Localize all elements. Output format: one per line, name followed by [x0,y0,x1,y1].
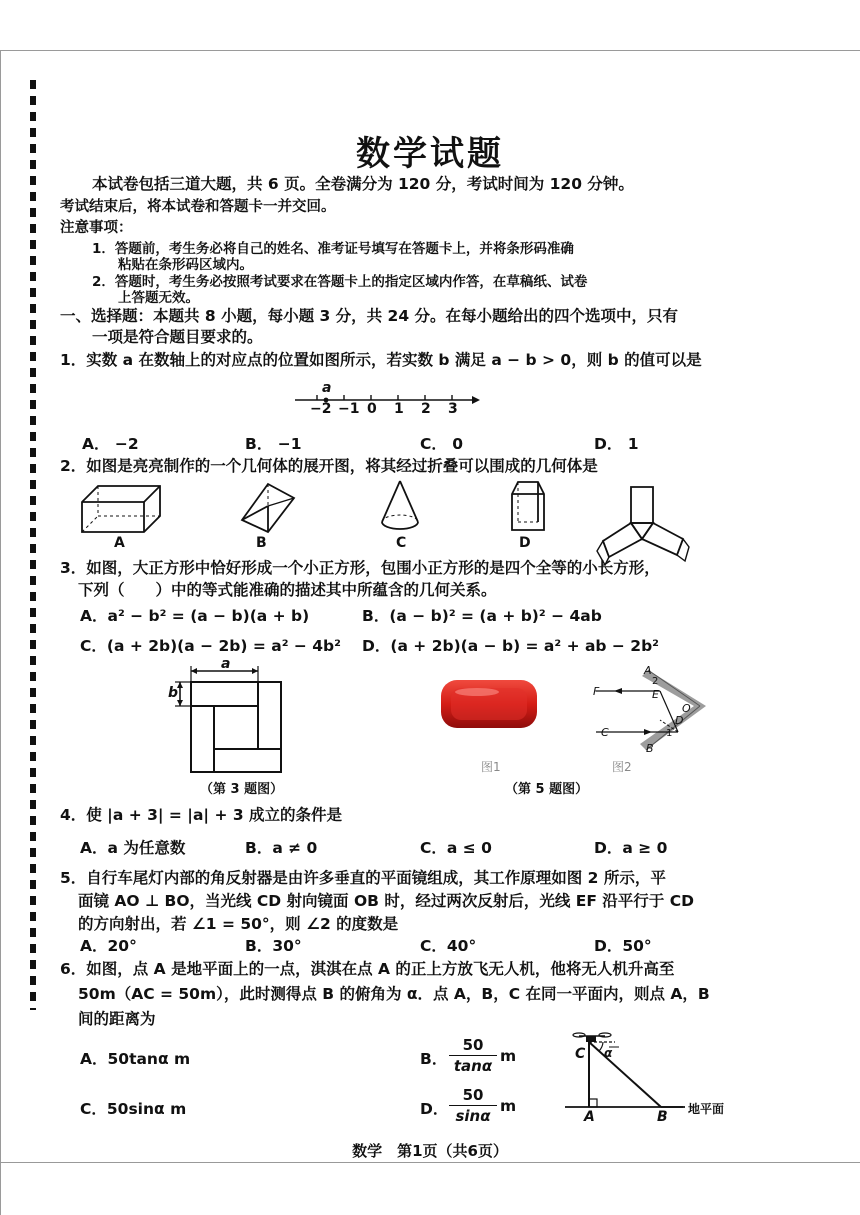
q5-line-3: 的方向射出，若 ∠1 = 50°，则 ∠2 的度数是 [78,915,399,933]
q5-option-b: B．30° [245,937,302,955]
q1-option-a: A． −2 [82,435,139,453]
q5-label-D: D [675,714,684,727]
q2-triangular-prism [238,480,298,536]
q5-label-E: E [652,688,659,701]
q1-stem: 1．实数 a 在数轴上的对应点的位置如图所示，若实数 b 满足 a − b > 0，则 b 的值可以是 [60,351,702,369]
q6-option-b-fraction [449,1036,497,1075]
q4-option-a: A．a 为任意数 [80,839,186,857]
page-left-edge [0,50,1,1215]
q5-label-F: F [593,685,600,698]
q3-stem-2: 下列（ ）中的等式能准确的描述其中所蕴含的几何关系。 [78,581,497,599]
q5-label-O: O [682,702,691,715]
q1-tick-2: 2 [421,401,431,417]
intro-line-2: 考试结束后，将本试卷和答题卡一并交回。 [60,198,336,215]
q6-option-d-unit: m [500,1097,517,1115]
binding-cut-line [30,80,36,1010]
q5-option-c: C．40° [420,937,477,955]
q6-option-c: C．50sinα m [80,1100,187,1118]
q5-caption: （第 5 题图） [505,782,589,797]
q6-label-alpha: α [604,1046,613,1060]
q3-square-figure [166,660,296,780]
section-1-heading-cont: 一项是符合题目要求的。 [92,328,263,346]
top-margin [0,0,860,51]
q2-house-prism [508,478,548,534]
intro-line-1: 本试卷包括三道大题，共 6 页。全卷满分为 120 分，考试时间为 120 分钟。 [92,175,634,193]
q1-tick-neg1: −1 [338,401,360,417]
notice-item-1b: 粘贴在条形码区域内。 [118,257,253,273]
q6-option-b-numerator: 50 [449,1036,497,1056]
q1-tick-3: 3 [448,401,458,417]
q3-label-b: b [168,685,179,701]
q6-option-d-prefix: D． [420,1100,449,1118]
notice-item-1a: 1．答题前，考生务必将自己的姓名、准考证号填写在答题卡上，并将条形码准确 [92,241,574,257]
page-footer: 数学 第1页（共6页） [352,1142,508,1160]
q3-option-a: A．a² − b² = (a − b)(a + b) [80,607,310,625]
q2-cone [378,478,422,534]
page-bottom-edge [0,1162,860,1163]
q1-tick-neg2: −2 [310,401,332,417]
q1-tick-1: 1 [394,401,404,417]
q4-option-c: C．a ≤ 0 [420,839,492,857]
q1-option-b: B． −1 [245,435,302,453]
q6-option-b-prefix: B． [420,1050,448,1068]
q6-option-b-unit: m [500,1047,517,1065]
q5-label-A: A [644,664,652,677]
exam-title: 数学试题 [356,134,504,174]
q5-label-2: 2 [652,676,659,687]
q5-label-C: C [601,726,609,739]
q3-option-d: D．(a + 2b)(a − b) = a² + ab − 2b² [362,637,659,655]
q2-label-a: A [114,535,125,551]
q5-option-d: D．50° [594,937,652,955]
q5-label-1: 1 [666,728,673,739]
q6-label-C: C [575,1046,586,1062]
q6-line-3: 间的距离为 [78,1010,156,1028]
q6-label-A: A [584,1109,595,1125]
q6-option-d-numerator: 50 [449,1086,497,1106]
q2-label-b: B [256,535,267,551]
q1-point-a: a [322,380,332,396]
q1-tick-0: 0 [367,401,377,417]
q6-option-d-denominator: sinα [455,1107,491,1125]
q3-option-c: C．(a + 2b)(a − 2b) = a² − 4b² [80,637,341,655]
section-1-heading: 一、选择题：本题共 8 小题，每小题 3 分，共 24 分。在每小题给出的四个选项中，只有 [60,307,679,325]
q6-line-1: 6．如图，点 A 是地平面上的一点，淇淇在点 A 的正上方放飞无人机，他将无人机升高至 [60,960,675,978]
q3-label-a: a [221,656,231,672]
q6-label-ground: 地平面 [688,1102,725,1116]
q3-caption: （第 3 题图） [200,782,284,797]
q6-option-b-denominator: tanα [453,1057,493,1075]
q2-stem: 2．如图是亮亮制作的一个几何体的展开图，将其经过折叠可以围成的几何体是 [60,457,598,475]
q5-line-2: 面镜 AO ⊥ BO，当光线 CD 射向镜面 OB 时，经过两次反射后，光线 EF 沿平行于 CD [78,892,694,910]
q4-stem: 4．使 |a + 3| = |a| + 3 成立的条件是 [60,806,343,824]
q5-reflector-photo [437,674,541,734]
q5-fig2-label: 图2 [612,760,632,774]
q2-cuboid [78,482,164,534]
notice-heading: 注意事项： [60,219,133,236]
notice-item-2b: 上答题无效。 [118,290,199,306]
q5-line-1: 5．自行车尾灯内部的角反射器是由许多垂直的平面镜组成，其工作原理如图 2 所示，平 [60,869,666,887]
q4-option-b: B．a ≠ 0 [245,839,318,857]
q6-option-d-fraction [449,1086,497,1125]
notice-item-2a: 2．答题时，考生务必按照考试要求在答题卡上的指定区域内作答，在草稿纸、试卷 [92,274,588,290]
q5-fig1-label: 图1 [481,760,501,774]
q6-label-B: B [657,1109,668,1125]
q5-option-a: A．20° [80,937,137,955]
q3-option-b: B．(a − b)² = (a + b)² − 4ab [362,607,602,625]
q6-line-2: 50m（AC = 50m），此时测得点 B 的俯角为 α．点 A，B，C 在同一平面内，则点 A，B [78,985,710,1003]
q3-stem-1: 3．如图，大正方形中恰好形成一个小正方形，包围小正方形的是四个全等的小长方形， [60,559,660,577]
q1-option-c: C． 0 [420,435,464,453]
q5-label-B: B [646,742,654,755]
q2-label-d: D [519,535,531,551]
q6-option-a: A．50tanα m [80,1050,191,1068]
q4-option-d: D．a ≥ 0 [594,839,668,857]
q1-option-d: D． 1 [594,435,639,453]
q2-label-c: C [396,535,407,551]
